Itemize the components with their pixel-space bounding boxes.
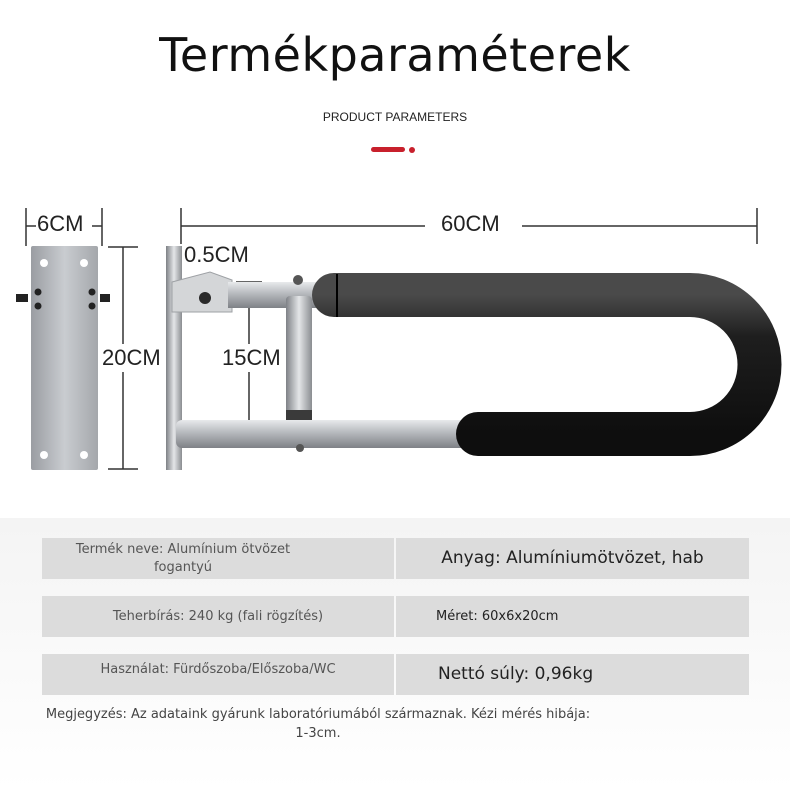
dim-plate-width: 6CM [37, 211, 84, 236]
dim-length: 60CM [441, 211, 500, 236]
foam-grip [334, 295, 760, 434]
spec-weight: Nettó súly: 0,96kg [396, 654, 749, 695]
page-subtitle: PRODUCT PARAMETERS [322, 110, 468, 124]
spec-name: Termék neve: Alumínium ötvözet fogantyú [42, 538, 394, 579]
dim-height: 20CM [102, 345, 161, 370]
dim-inner-height: 15CM [222, 345, 281, 370]
lower-bar [176, 420, 476, 448]
spec-load: Teherbírás: 240 kg (fali rögzítés) [42, 596, 394, 637]
spec-material: Anyag: Alumíniumötvözet, hab [396, 538, 749, 579]
spec-usage: Használat: Fürdőszoba/Előszoba/WC [42, 654, 394, 695]
dim-thickness: 0.5CM [184, 242, 249, 267]
measurement-note: Megjegyzés: Az adataink gyárunk laboratóriumából származnak. Kézi mérés hibája: 1-3cm. [45, 707, 591, 741]
wall-plate-front [16, 246, 110, 470]
page-title: Termékparaméterek [159, 28, 631, 82]
spec-size: Méret: 60x6x20cm [396, 596, 749, 637]
support-post [286, 296, 312, 421]
